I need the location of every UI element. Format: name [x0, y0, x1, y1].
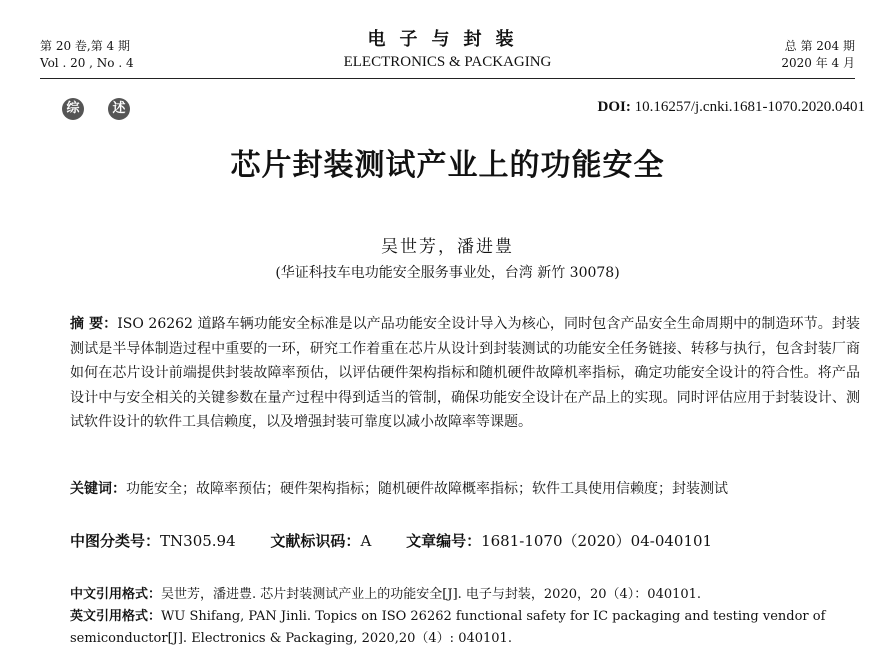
citation-cn: [70, 584, 870, 606]
issue-info: [781, 38, 855, 72]
volume-en: Vol . 20 , No . 4: [40, 56, 134, 70]
doi-value[interactable]: 10.16257/j.cnki.1681-1070.2020.0401: [634, 99, 865, 115]
doc-code-label: 文献标识码：: [270, 532, 361, 550]
clc-value: TN305.94: [160, 532, 236, 550]
doi-line: [598, 99, 866, 116]
authors: 吴世芳，潘进豊: [381, 237, 514, 257]
abstract: [70, 312, 860, 435]
journal-name-en: ELECTRONICS & PACKAGING: [343, 54, 552, 70]
issue-total: 总 第 204 期: [784, 39, 855, 53]
journal-name: [0, 28, 895, 72]
article-number-value: 1681-1070（2020）04-040101: [481, 532, 713, 550]
article-title: 芯片封装测试产业上的功能安全: [230, 148, 665, 183]
citation-en: [70, 606, 870, 650]
doi-label: DOI:: [597, 99, 631, 115]
clc-label: 中图分类号：: [70, 532, 161, 550]
citation-cn-label: 中文引用格式：: [70, 587, 162, 602]
abstract-text: ISO 26262 道路车辆功能安全标准是以产品功能安全设计导入为核心，同时包含产品安全生命周期中的制造环节。封装测试是半导体制造过程中重要的一环，研究工作着重在芯片从设计到封装测试的功能安全任务链接、转移与执行，包含封装厂商如何在芯片设计前端提供封装故障率预估，以评估硬件架构指标和随机硬件故障机率指标，确定功能安全设计的符合性。将产品设计中与安全相关的关键参数在量产过程中得到适当的管制，确保功能安全设计在产品上的实现。同时评估应用于封装设计、测试软件设计的软件工具信赖度，以及增强封装可靠度以减小故障率等课题。: [70, 316, 860, 430]
journal-name-cn: 电子与封装: [367, 29, 528, 50]
review-badge-2: 述: [108, 98, 130, 120]
review-badges: [62, 98, 130, 120]
citation-en-text: WU Shifang, PAN Jinli. Topics on ISO 26262 functional safety for IC packaging and testing vendor of semiconductor[J]. Electronics & Packaging, 2020,20（4）: 040101.: [70, 609, 826, 646]
doc-code-value: A: [360, 532, 372, 550]
article-number-label: 文章编号：: [406, 532, 482, 550]
header-divider: [40, 78, 855, 79]
keywords-text: 功能安全；故障率预估；硬件架构指标；随机硬件故障概率指标；软件工具使用信赖度；封装测试: [126, 481, 728, 497]
issue-date: 2020 年 4 月: [781, 56, 855, 70]
keywords: [70, 477, 860, 502]
keywords-label: 关键词：: [70, 481, 126, 497]
volume-cn: 第 20 卷,第 4 期: [40, 39, 130, 53]
affiliation: (华证科技车电功能安全服务事业处，台湾 新竹 30078): [275, 265, 620, 281]
citation-block: [70, 584, 870, 650]
citation-en-label: 英文引用格式：: [70, 609, 162, 624]
review-badge-1: 综: [62, 98, 84, 120]
citation-cn-text: 吴世芳，潘进豊. 芯片封装测试产业上的功能安全[J]. 电子与封装，2020，20（4）：040101.: [161, 587, 702, 602]
classification-line: [70, 530, 742, 551]
abstract-label: 摘 要：: [70, 316, 118, 332]
